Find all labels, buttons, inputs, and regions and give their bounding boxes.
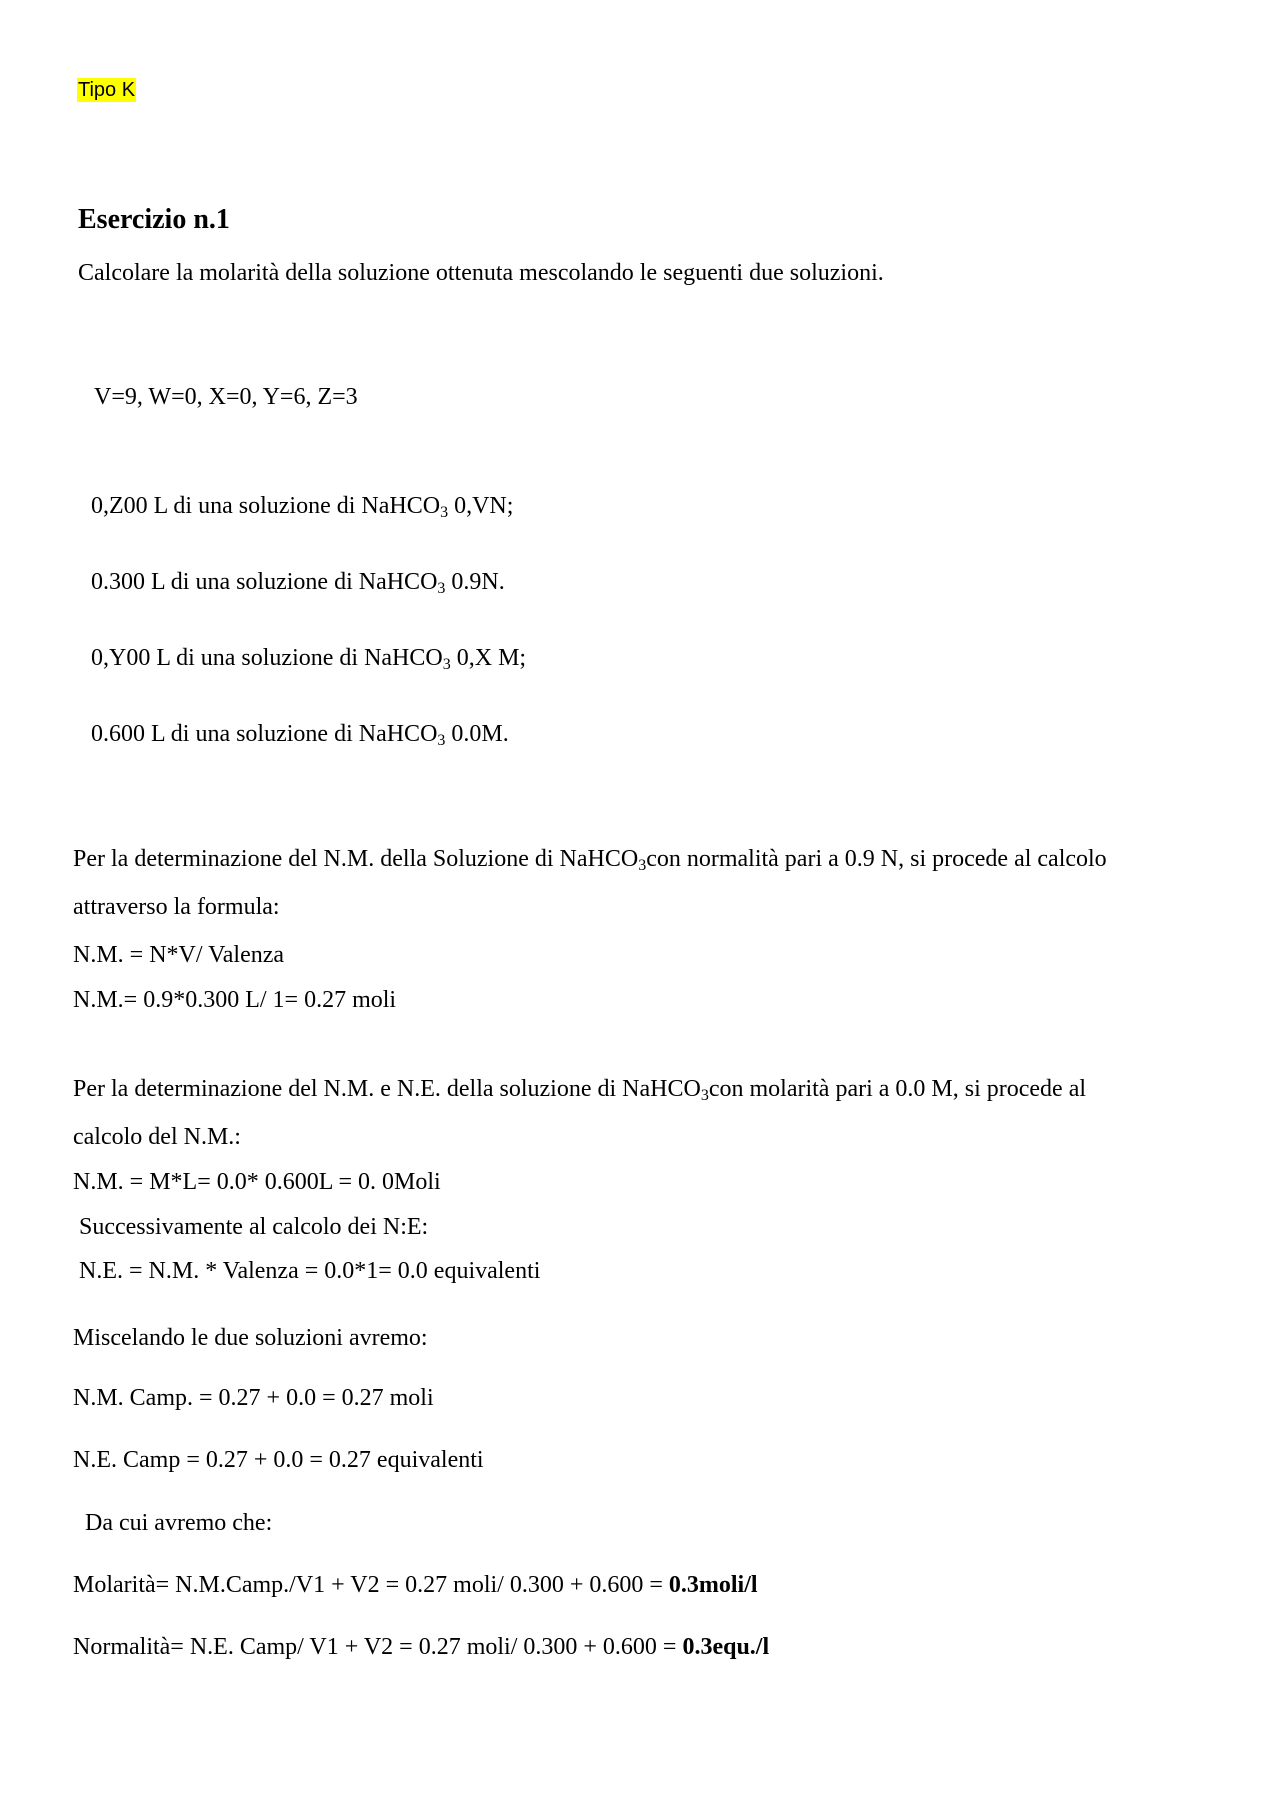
solution-line: 0,Y00 L di una soluzione di NaHCO$_3$ 0,X M;	[91, 645, 527, 673]
conclusion-intro: Da cui avremo che:	[85, 1510, 273, 1536]
molarity-result: 0.3moli/l	[668, 1572, 758, 1598]
solution-line: 0,Z00 L di una soluzione di NaHCO$_3$ 0,VN;	[91, 493, 514, 521]
variables-line: V=9, W=0, X=0, Y=6, Z=3	[94, 384, 358, 410]
solution-line: 0.300 L di una soluzione di NaHCO$_3$ 0.9N.	[91, 569, 505, 597]
normality-calculation: N.M.= 0.9*0.300 L/ 1= 0.27 moli	[73, 987, 397, 1013]
exercise-prompt: Calcolare la molarità della soluzione ottenuta mescolando le seguenti due soluzioni.	[78, 260, 884, 286]
molarity-ne-calculation: N.E. = N.M. * Valenza = 0.0*1= 0.0 equivalenti	[79, 1258, 541, 1284]
solution-line: 0.600 L di una soluzione di NaHCO$_3$ 0.0M.	[91, 721, 509, 749]
normality-intro-continued: attraverso la formula:	[73, 894, 280, 920]
molarity-intro-continued: calcolo del N.M.:	[73, 1124, 241, 1150]
normality-intro: Per la determinazione del N.M. della Soluzione di NaHCO$_3$con normalità pari a 0.9 N, si procede al calcolo	[73, 846, 1107, 874]
exercise-title: Esercizio n.1	[78, 204, 230, 235]
normality-result: 0.3equ./l	[682, 1634, 770, 1660]
molarity-nm-calculation: N.M. = M*L= 0.0* 0.600L = 0. 0Moli	[73, 1169, 441, 1195]
type-tag: Tipo K	[78, 79, 136, 101]
molarity-then: Successivamente al calcolo dei N:E:	[79, 1214, 429, 1240]
normality-result-line: Normalità= N.E. Camp/ V1 + V2 = 0.27 moli/ 0.300 + 0.600 = 0.3equ./l	[73, 1634, 770, 1660]
molarity-result-line: Molarità= N.M.Camp./V1 + V2 = 0.27 moli/ 0.300 + 0.600 = 0.3moli/l	[73, 1572, 758, 1598]
normality-formula: N.M. = N*V/ Valenza	[73, 942, 285, 968]
mixed-nm: N.M. Camp. = 0.27 + 0.0 = 0.27 moli	[73, 1385, 434, 1411]
molarity-intro: Per la determinazione del N.M. e N.E. della soluzione di NaHCO$_3$con molarità pari a 0.0 M, si procede al	[73, 1076, 1087, 1104]
mixing-intro: Miscelando le due soluzioni avremo:	[73, 1325, 428, 1351]
mixed-ne: N.E. Camp = 0.27 + 0.0 = 0.27 equivalenti	[73, 1447, 484, 1473]
